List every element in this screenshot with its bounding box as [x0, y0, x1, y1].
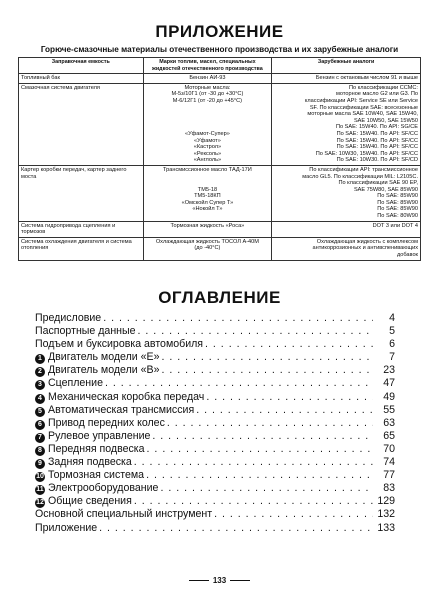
toc-leader-dots: [146, 469, 373, 482]
toc-item[interactable]: [35, 377, 395, 390]
chapter-number-badge: 1: [35, 354, 45, 364]
toc-leader-dots: [138, 325, 373, 338]
chapter-number-badge: 7: [35, 433, 45, 443]
toc-item-page: 23: [383, 364, 395, 377]
cell-foreign: По классификации ССМС: моторное масло G2 или G3. По классификации API: Service SE или Service SF. По классификации SAE: всесезонные моторные масла SAE 10W40, SAE 15W40, SAE 10W50, SAE 15W50 По SAE: 15W40. По API: SG/CE По SAE: 15W40. По API: SF/CC По SAE: 15W40. По API: SF/CC По SAE: 15W40. По API: SF/CC По SAE: 10W30, 15W40. По API: SF/CC По SAE: 10W30. По API: SF/CD: [272, 83, 421, 165]
toc-item[interactable]: [35, 364, 395, 377]
toc-leader-dots: [161, 364, 373, 377]
toc-item-page: 6: [389, 338, 395, 351]
toc-item-page: 4: [389, 312, 395, 324]
toc-leader-dots: [99, 522, 373, 535]
toc-item-page: 5: [389, 325, 395, 338]
toc-item-label: Механическая коробка передач: [48, 390, 205, 403]
chapter-number-badge: 12: [36, 499, 44, 507]
toc-item-label: Приложение: [35, 521, 98, 534]
toc-item[interactable]: [35, 508, 395, 521]
toc-leader-dots: [161, 351, 373, 364]
toc-item-label: Двигатель модели «Е»: [48, 351, 160, 364]
toc-item[interactable]: [35, 495, 395, 508]
cell-capacity: Картер коробки передач, картер заднего моста: [19, 165, 144, 221]
cell-domestic: Бензин АИ-93: [143, 74, 272, 84]
header-foreign: Зарубежные аналоги: [272, 58, 421, 74]
toc-list: [35, 312, 395, 535]
table-row: [19, 83, 421, 165]
toc-item-label: Паспортные данные: [35, 325, 136, 338]
toc-item-page: 65: [383, 429, 395, 442]
toc-item-page: 133: [377, 521, 395, 534]
table-row: [19, 221, 421, 237]
toc-leader-dots: [152, 430, 373, 443]
toc-title: ОГЛАВЛЕНИЕ: [158, 288, 281, 307]
toc-item[interactable]: [35, 469, 395, 482]
toc-item[interactable]: [35, 312, 395, 325]
cell-domestic: Моторные масла: М-5з/10Г1 (от -30 до +30°С) М-6/12Г1 (от -20 до +45°С) «Уфамот-Супер» «Уфамот» «Кастрол» «Рексоль» «Англоль»: [143, 83, 272, 165]
toc-item-label: Рулевое управление: [48, 429, 151, 442]
cell-capacity: Система гидропривода сцепления и тормозов: [19, 221, 144, 237]
chapter-number-badge: 11: [36, 486, 44, 494]
toc-item-label: Передняя подвеска: [48, 442, 145, 455]
toc-item-label: Электрооборудование: [48, 482, 159, 495]
toc-item[interactable]: [35, 522, 395, 535]
toc-item-page: 47: [383, 377, 395, 390]
chapter-number-badge: 8: [35, 446, 45, 456]
toc-leader-dots: [160, 482, 373, 495]
toc-item-page: 49: [383, 390, 395, 403]
cell-domestic: Трансмиссионное масло ТАД-17И ТМ5-18 ТМ5-18КП «Омскойл Супер Т» «Нокойл Т»: [143, 165, 272, 221]
toc-item-page: 77: [383, 469, 395, 482]
toc-item[interactable]: [35, 482, 395, 495]
cell-domestic: Тормозная жидкость «Роса»: [143, 221, 272, 237]
header-domestic: Марки топлив, масел, специальных жидкостей отечественного производства: [143, 58, 272, 74]
toc-leader-dots: [134, 495, 373, 508]
toc-item-label: Предисловие: [35, 312, 102, 324]
header-capacity: Заправочная емкость: [19, 58, 144, 74]
toc-item-label: Задняя подвеска: [48, 456, 132, 469]
page-footer: [0, 576, 439, 585]
toc-item-label: Сцепление: [48, 377, 103, 390]
toc-item-page: 129: [377, 495, 395, 508]
cell-capacity: Система охлаждения двигателя и система отопления: [19, 237, 144, 260]
chapter-number-badge: 4: [35, 394, 45, 404]
toc-leader-dots: [205, 338, 373, 351]
toc-item-label: Привод передних колес: [48, 416, 165, 429]
toc-item[interactable]: [35, 417, 395, 430]
toc-item[interactable]: [35, 430, 395, 443]
toc-leader-dots: [196, 404, 373, 417]
toc-leader-dots: [167, 417, 373, 430]
toc-item-label: Двигатель модели «В»: [48, 364, 160, 377]
page-number: 133: [212, 576, 227, 585]
cell-foreign: Бензин с октановым числом 91 и выше: [272, 74, 421, 84]
toc-item-label: Тормозная система: [48, 469, 145, 482]
cell-foreign: По классификации API: трансмиссионное масло GL5. По классификации MIL: L2105C. По классификации SAE 90 EP, SAE 75W80, SAE 85W90 По SAE: 85W90 По SAE: 85W90 По SAE: 85W90 По SAE: 80W90: [272, 165, 421, 221]
table-row: [19, 74, 421, 84]
toc-leader-dots: [147, 443, 373, 456]
toc-item-page: 83: [383, 482, 395, 495]
toc-item[interactable]: [35, 443, 395, 456]
chapter-number-badge: 6: [35, 420, 45, 430]
toc-leader-dots: [206, 391, 373, 404]
toc-item-label: Общие сведения: [48, 495, 132, 508]
table-row: [19, 237, 421, 260]
toc-item-page: 63: [383, 416, 395, 429]
cell-capacity: Топливный бак: [19, 74, 144, 84]
toc-item-page: 7: [389, 351, 395, 364]
cell-domestic: Охлаждающая жидкость ТОСОЛ А-40М (до -40°С): [143, 237, 272, 260]
toc-item-page: 132: [377, 508, 395, 521]
table-row: [19, 165, 421, 221]
cell-foreign: Охлаждающая жидкость с комплексом антикоррозионных и антивспенивающих добавок: [272, 237, 421, 260]
toc-item-label: Основной специальный инструмент: [35, 508, 213, 521]
toc-item[interactable]: [35, 456, 395, 469]
toc-item-page: 55: [383, 403, 395, 416]
toc-leader-dots: [103, 312, 373, 325]
appendix-subtitle: Горюче-смазочные материалы отечественного производства и их зарубежные аналоги: [40, 45, 399, 54]
fuel-table: [18, 57, 421, 261]
fuel-table-header: [19, 58, 421, 74]
toc-item[interactable]: [35, 351, 395, 364]
toc-item[interactable]: [35, 404, 395, 417]
toc-leader-dots: [105, 377, 373, 390]
chapter-number-badge: 9: [35, 459, 45, 469]
chapter-number-badge: 2: [35, 367, 45, 377]
toc-item-page: 70: [383, 442, 395, 455]
chapter-number-badge: 3: [35, 380, 45, 390]
toc-item-page: 74: [383, 456, 395, 469]
cell-capacity: Смазочная система двигателя: [19, 83, 144, 165]
appendix-title: ПРИЛОЖЕНИЕ: [155, 22, 284, 41]
chapter-number-badge: 10: [36, 473, 44, 481]
toc-item[interactable]: [35, 338, 395, 351]
toc-item[interactable]: [35, 391, 395, 404]
toc-leader-dots: [134, 456, 373, 469]
toc-item-label: Подъем и буксировка автомобиля: [35, 338, 204, 351]
cell-foreign: DOT 3 или DOT 4: [272, 221, 421, 237]
toc-leader-dots: [214, 508, 373, 521]
toc-item-label: Автоматическая трансмиссия: [48, 403, 195, 416]
chapter-number-badge: 5: [35, 407, 45, 417]
toc-item[interactable]: [35, 325, 395, 338]
